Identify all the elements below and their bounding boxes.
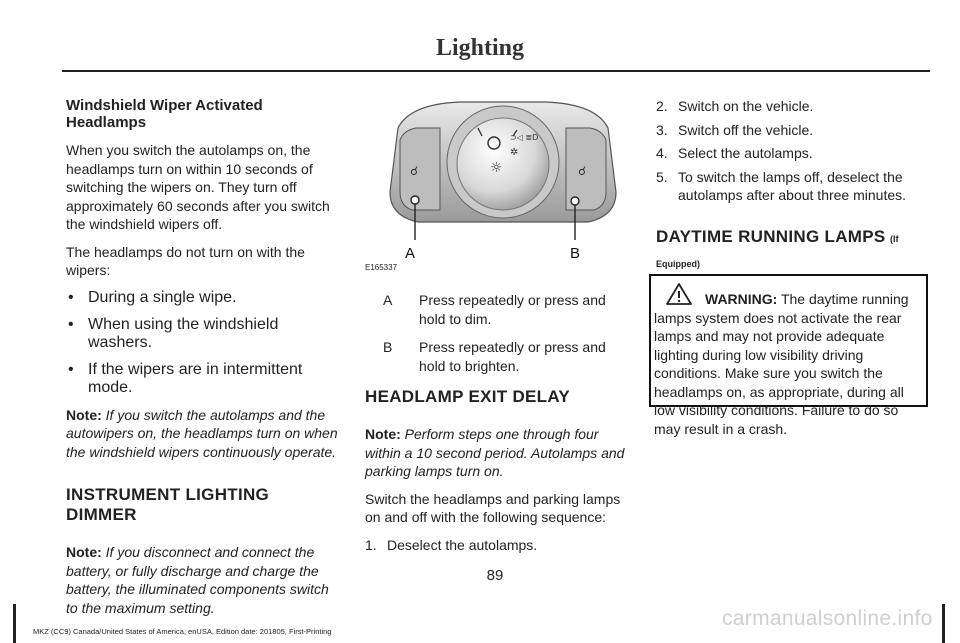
edition-footer: MKZ (CC9) Canada/United States of America, enUSA, Edition date: 201805, First-Printing	[33, 627, 332, 636]
note-exit-delay: Note: Perform steps one through four within a 10 second period. Autolamps and parking lamps turn on.	[365, 426, 625, 479]
bullet-glyph: •	[68, 288, 74, 306]
column-1	[66, 97, 338, 617]
watermark: carmanualsonline.info	[722, 607, 933, 630]
list-item: • When using the windshield washers.	[68, 315, 279, 351]
wiper-para-2: The headlamps do not turn on with the wipers:	[66, 243, 305, 278]
dimmer-heading: INSTRUMENT LIGHTING DIMMER	[66, 485, 270, 524]
callout-dot-b	[571, 197, 579, 205]
footer-crop-mark-right	[942, 604, 945, 643]
drl-heading: DAYTIME RUNNING LAMPS	[656, 226, 886, 246]
warning-box	[649, 274, 928, 437]
exit-delay-heading: HEADLAMP EXIT DELAY	[365, 387, 571, 406]
callout-label-b: B	[570, 245, 581, 262]
legend-row-b: B Press repeatedly or press and hold to brighten.	[383, 339, 606, 374]
drl-heading-row	[656, 227, 932, 247]
drl-if-label: (If	[889, 233, 899, 244]
column-3	[656, 97, 932, 269]
wiper-para-1: When you switch the autolamps on, the headlamps turn on within 10 seconds of switching the wipers on. They turn off approximately 60 seconds after you switch the windshield wipers off.	[66, 142, 330, 232]
list-item: • If the wipers are in intermittent mode.	[68, 360, 303, 396]
page-section-title: Lighting	[435, 35, 525, 61]
column-2	[365, 387, 633, 554]
drl-equipped-label: Equipped)	[656, 258, 700, 269]
warning-triangle-icon	[666, 283, 692, 305]
bullet-glyph: •	[68, 360, 74, 378]
callout-dot-a	[411, 196, 419, 204]
figure-id: E165337	[365, 263, 398, 272]
callout-label-a: A	[405, 245, 416, 262]
list-item: • During a single wipe.	[68, 288, 237, 306]
wiper-headlamps-heading: Windshield Wiper Activated Headlamps	[66, 97, 263, 131]
page-number: 89	[486, 567, 504, 584]
interior-lamp-icon: ✲	[510, 147, 519, 158]
step-1: 1. Deselect the autolamps.	[365, 536, 538, 553]
dim-symbol-icon: ☌	[410, 164, 419, 178]
parking-lamp-icon: ⊃◁ ≣D	[510, 133, 539, 142]
warning-text: WARNING: The daytime running lamps system does not activate the rear lamps and may not provide adequate lighting during low visibility driving conditions. Make sure you switch the headlamps on, as appropriate, during all low visibility conditions. Failure to do so may result in a crash.	[654, 291, 909, 437]
headlamp-switch-illustration	[370, 92, 636, 264]
footer-crop-mark-left	[13, 604, 16, 643]
step-3: 3. Switch off the vehicle.	[656, 121, 814, 138]
legend-row-a: A Press repeatedly or press and hold to dim.	[383, 292, 606, 327]
step-2: 2. Switch on the vehicle.	[656, 98, 814, 114]
headlamp-knob	[457, 118, 549, 210]
note-battery: Note: If you disconnect and connect the battery, or fully discharge and charge the battery, the illuminated components switch to the maximum setting.	[66, 544, 329, 616]
brighten-symbol-icon: ☌	[578, 164, 587, 178]
bullet-glyph: •	[68, 315, 74, 333]
wiper-bullet-list	[66, 289, 338, 397]
lamp-on-icon: ☼	[490, 160, 503, 176]
figure-legend	[365, 291, 633, 375]
step-4: 4. Select the autolamps.	[656, 145, 813, 161]
exit-delay-para: Switch the headlamps and parking lamps on and off with the following sequence:	[365, 490, 621, 525]
step-5: 5. To switch the lamps off, deselect the autolamps after about three minutes.	[656, 168, 907, 203]
note-autowipers: Note: If you switch the autolamps and the autowipers on, the headlamps turn on when the windshield wipers continuously operate.	[66, 406, 338, 460]
header-rule	[62, 70, 930, 72]
dimmer-button-left	[400, 128, 440, 210]
